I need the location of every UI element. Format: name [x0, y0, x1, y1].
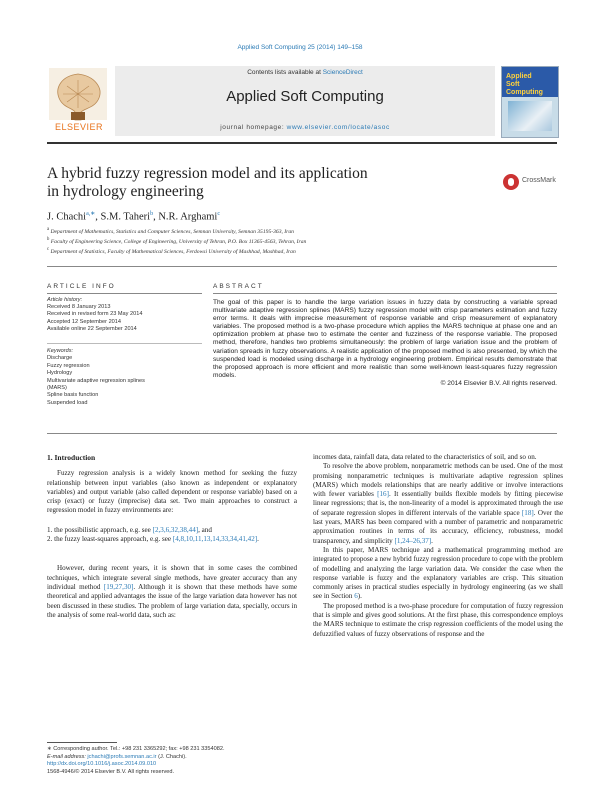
- keyword-item: Multivariate adaptive regression splines: [47, 377, 145, 384]
- paragraph-text: . Although it is shown that these methods have some theoretical and applied advantages the issue of the large variation data however has not been discussed in these studies. The problem of large variation data, specially, occurs in the analysis of some real-world data, such as:: [47, 582, 297, 619]
- title-line-2: in hydrology engineering: [47, 183, 204, 200]
- email-name: (J. Chachi).: [156, 753, 187, 760]
- reference-link[interactable]: [16]: [377, 490, 389, 499]
- right-column: [313, 453, 563, 639]
- paragraph: [313, 462, 563, 546]
- email-link[interactable]: jchachi@profs.semnan.ac.ir: [87, 753, 157, 760]
- cover-line-3: Computing: [506, 89, 543, 96]
- keyword-item: Fuzzy regression: [47, 362, 90, 369]
- list-item-end: .: [257, 535, 259, 544]
- crossmark-icon: [503, 174, 519, 190]
- section-heading: 1. Introduction: [47, 453, 96, 462]
- reference-link[interactable]: [1,24–26,37]: [394, 536, 432, 545]
- affiliation-mark: a: [47, 227, 50, 232]
- email-label: E-mail address:: [47, 753, 88, 760]
- contents-line: [115, 69, 495, 76]
- journal-homepage: [115, 124, 495, 131]
- cover-art: [508, 101, 552, 131]
- keywords: [47, 348, 207, 407]
- paragraph: The proposed method is a two-phase procedure for computation of fuzzy regression that is simple and gives good solutions. At the first phase, this correspondence employs the MARS technique to estimate the crisp regression coefficients of the model using the defuzzified values of fuzzy observations of response and the: [313, 601, 563, 638]
- list-item: [47, 526, 297, 535]
- paragraph-text: .: [431, 536, 433, 545]
- history-item: Available online 22 September 2014: [47, 325, 137, 332]
- author-affiliation-mark[interactable]: a,∗: [86, 211, 96, 217]
- affiliation-mark: c: [47, 246, 50, 252]
- keyword-item: Hydrology: [47, 370, 73, 377]
- doi-link[interactable]: http://dx.doi.org/10.1016/j.asoc.2014.09.010: [47, 761, 157, 767]
- paragraph: [47, 564, 297, 620]
- article-info-rule: [47, 293, 202, 294]
- author-name[interactable]: S.M. Taheri: [100, 211, 151, 223]
- abstract-text: The goal of this paper is to handle the large variation issues in fuzzy data by constructing a variable spread multivariate adaptive regression splines (MARS) fuzzy regression model with crisp parameters estimation and fuzzy error terms. It deals with imprecise measurement of response variable and crisp measurement of explanatory variables. The proposed method is a two-phase procedure which applies the MARS technique at phase one and an optimization problem at phase two to estimate the center and fuzziness of the response variable. The proposed method, therefore, handles two problems simultaneously: the problem of large variation issue and the problem of variation spreads in fuzzy observations. A realistic application of the proposed method is also presented, by which the suspended load is modeled using discharge in a hydrology engineering problem. Empirical results demonstrate that the proposed approach is more efficient and more realistic than some well-known least-squares fuzzy regression models.: [213, 299, 557, 379]
- journal-title: Applied Soft Computing: [226, 88, 384, 105]
- publisher-name: ELSEVIER: [54, 122, 104, 132]
- history-label: Article history:: [47, 297, 83, 303]
- contents-prefix: Contents lists available at: [247, 69, 323, 76]
- list-item-text: 1. the possibilistic approach, e.g. see: [47, 525, 153, 534]
- left-column: [47, 453, 297, 620]
- email-note: [47, 754, 297, 762]
- abstract-body: [213, 299, 557, 388]
- reference-link[interactable]: [18]: [521, 508, 534, 517]
- affiliations: [47, 226, 547, 256]
- keyword-item: Discharge: [47, 355, 73, 362]
- elsevier-tree-logo: [49, 68, 107, 130]
- masthead-center-panel: [115, 66, 495, 136]
- keyword-item: Suspended load: [47, 399, 88, 406]
- author-list: J. Chachi$^{a,∗}$, S.M. Taheri$^b$, N.R. Arghami$^c$: [47, 211, 221, 223]
- keyword-item: Spline basis function: [47, 392, 99, 399]
- paragraph-text: . It essentially builds flexible models by fitting piecewise linear regressions; that is, the non-linearity of a model is approximated through the use of separate regression slopes in different intervals of the variable space: [313, 490, 563, 517]
- cover-line-1: Applied: [506, 73, 532, 80]
- abstract-bottom-rule: [47, 433, 557, 434]
- sciencedirect-link[interactable]: ScienceDirect: [322, 69, 363, 76]
- list-item-end: , and: [198, 525, 212, 534]
- title-line-1: A hybrid fuzzy regression model and its application: [47, 165, 368, 182]
- section-link[interactable]: 6: [354, 592, 358, 601]
- author-affiliation-mark[interactable]: b: [150, 211, 154, 217]
- abstract-copyright: © 2014 Elsevier B.V. All rights reserved.: [440, 379, 557, 387]
- paragraph-text: . Over the last years, MARS has been compared with a number of parametric and nonparametric approximation routines in terms of its accuracy, efficiency, robustness, model transparency, and simplicity: [313, 508, 564, 545]
- history-rule: [47, 343, 202, 344]
- journal-citation[interactable]: Applied Soft Computing 25 (2014) 149–158: [237, 44, 363, 51]
- spacer: [47, 554, 297, 564]
- affiliation-text: Department of Mathematics, Statistics and Computer Sciences, Semnan University, Semnan 35195-363, Iran: [50, 228, 294, 235]
- spacer: [47, 544, 297, 554]
- history-item: Received in revised form 23 May 2014: [47, 311, 143, 318]
- homepage-prefix: journal homepage:: [220, 124, 287, 131]
- affiliation-item: [47, 246, 547, 256]
- homepage-link[interactable]: www.elsevier.com/locate/asoc: [286, 124, 390, 131]
- paragraph-text: In this paper, MARS technique and a mathematical programming method are integrated to propose a new hybrid fuzzy regression procedure to cope with the problem of modelling and analyzing the large variation data. We consider the case when the response variable is fuzzy and the explanatory variables are crisp. This situation commonly arises in practical studies especially in hydrology engineering (as we shall see in Section: [313, 545, 563, 601]
- paragraph: incomes data, rainfall data, data related to the characteristics of soil, and so on.: [313, 453, 537, 461]
- author-name[interactable]: J. Chachi: [47, 211, 87, 223]
- affiliation-mark: b: [47, 236, 50, 242]
- paragraph-text: To resolve the above problem, nonparametric methods can be used. One of the most promising nonparametric techniques is multivariate adaptive regression splines (MARS) which models relationships that are nearly additive or involve interactions with fewer variables: [313, 462, 563, 499]
- journal-masthead: [47, 66, 557, 138]
- cover-title: [506, 73, 543, 97]
- paragraph: [313, 546, 563, 602]
- list-item: [47, 535, 297, 544]
- abstract-rule: [213, 293, 557, 294]
- paragraph: Fuzzy regression analysis is a widely known method for seeking the fuzzy relationship between input variables (also known as independent or explanatory variables) and output variable (also called dependent or response variable) based on a crisp (exact) or fuzzy (imprecise) data set. Two main approaches to construct a regression model in fuzzy environments are:: [47, 469, 297, 515]
- history-item: Received 8 January 2013: [47, 304, 111, 311]
- list-item-text: 2. the fuzzy least-squares approach, e.g. see: [47, 535, 173, 544]
- reference-link[interactable]: [19,27,30]: [103, 582, 134, 591]
- crossmark-badge[interactable]: [503, 172, 563, 192]
- keywords-label: Keywords:: [47, 348, 74, 354]
- affiliation-item: [47, 226, 547, 236]
- affiliations-rule: [47, 266, 557, 267]
- article-history: [47, 297, 207, 333]
- keyword-item: (MARS): [47, 385, 67, 392]
- footnote-rule: [47, 742, 117, 743]
- history-item: Accepted 12 September 2014: [47, 318, 122, 325]
- article-info-heading: ARTICLE INFO: [47, 283, 116, 290]
- cover-line-2: Soft: [506, 81, 520, 88]
- affiliation-item: [47, 236, 547, 246]
- reference-link[interactable]: [4,8,10,11,13,14,33,34,41,42]: [172, 535, 258, 544]
- journal-cover-image: [501, 66, 559, 138]
- corresponding-author-note: ∗ Corresponding author. Tel.: +98 231 3365292; fax: +98 231 3354082.: [47, 746, 225, 752]
- abstract-heading: ABSTRACT: [213, 283, 264, 290]
- spacer: [47, 516, 297, 526]
- author-name[interactable]: N.R. Arghami: [158, 211, 218, 223]
- affiliation-text: Faculty of Engineering Science, College of Engineering, University of Tehran, P.O. Box 11365-4563, Tehran, Iran: [50, 238, 307, 245]
- paragraph-text: ).: [357, 592, 362, 601]
- article-title: [47, 165, 467, 201]
- reference-link[interactable]: [2,3,6,32,38,44]: [152, 525, 199, 534]
- paragraph-text: However, during recent years, it is shown that in some cases the combined techniques, which integrate several single methods, have greater accuracy than any individual method: [47, 564, 297, 591]
- issn-line: 1568-4946/© 2014 Elsevier B.V. All rights reserved.: [47, 768, 175, 775]
- affiliation-text: Department of Statistics, Faculty of Mathematical Sciences, Ferdowsi University of Mashhad, Mashhad, Iran: [50, 248, 296, 255]
- footnotes: [47, 746, 297, 776]
- masthead-rule: [47, 142, 557, 144]
- author-affiliation-mark[interactable]: c: [217, 211, 221, 217]
- crossmark-label: CrossMark: [522, 177, 556, 184]
